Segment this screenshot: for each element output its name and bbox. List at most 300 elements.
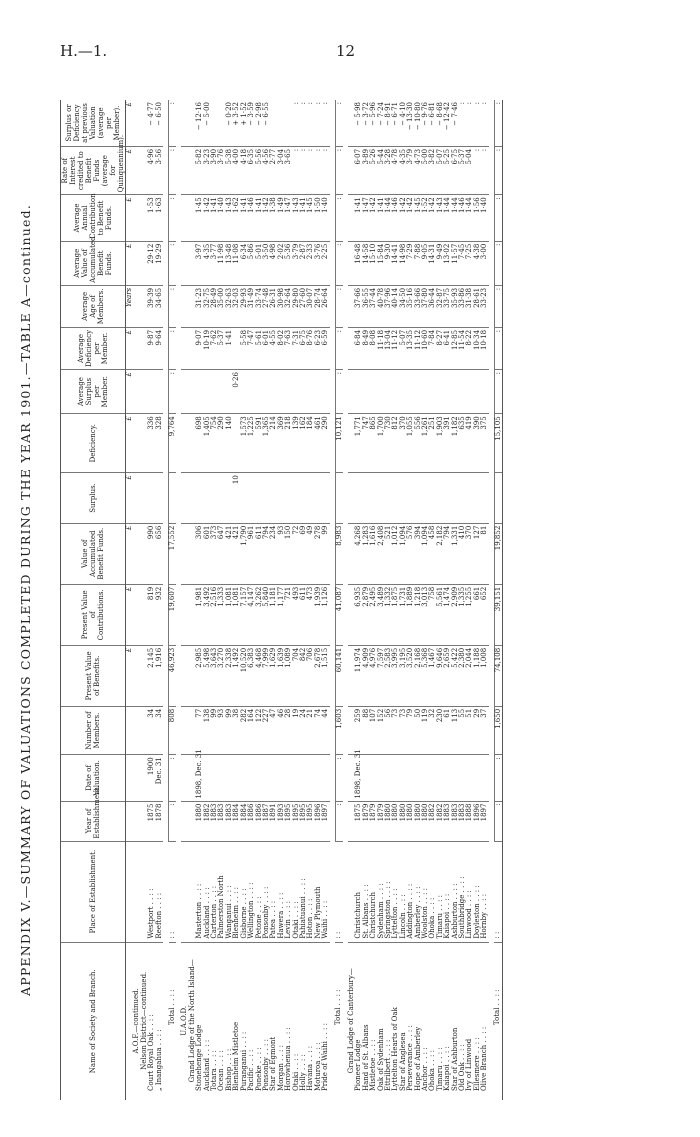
table-cell: : — [335, 370, 343, 414]
table-cell — [233, 755, 240, 801]
table-cell: 3·76 — [218, 146, 225, 194]
table-cell: : — [169, 241, 177, 285]
table-cell: 4·35 — [400, 146, 407, 194]
table-cell — [300, 755, 307, 801]
table-cell: 77 — [196, 706, 203, 754]
table-cell — [181, 146, 188, 194]
table-cell: 1886 — [256, 801, 263, 841]
table-cell — [169, 473, 177, 524]
table-cell: Patea . . : : — [270, 841, 277, 942]
table-cell: 5·56 — [256, 146, 263, 194]
table-cell: 4·38 — [474, 241, 481, 285]
table-cell: 1,790 — [241, 523, 248, 584]
table-cell: Olive Branch . . : : — [480, 1026, 489, 1091]
table-cell: £ — [126, 584, 134, 645]
table-cell: 93 — [278, 523, 285, 584]
table-cell: 41,087 — [335, 584, 343, 645]
table-cell: 28 — [285, 706, 292, 754]
table-cell: Puranganui . . : : — [239, 1031, 248, 1091]
table-cell: Ponsonby . . : : — [263, 841, 270, 942]
table-cell: 218 — [285, 414, 292, 473]
table-cell: : : — [169, 841, 177, 942]
table-cell — [452, 370, 459, 414]
column-header: Surplus. — [61, 473, 126, 524]
table-cell: Ponsonby . . : : — [261, 1039, 270, 1091]
table-cell: 1880 — [196, 801, 203, 841]
table-cell: − 5·98 — [355, 100, 362, 146]
table-cell: 11·54 — [459, 327, 466, 369]
table-cell: 1·46 — [459, 195, 466, 241]
table-cell: 127 — [474, 523, 481, 584]
column-header: Average Deficiency per Member. — [61, 327, 126, 369]
table-cell — [293, 473, 300, 524]
table-cell: 14·31 — [429, 241, 436, 285]
table-cell: 7·63 — [285, 327, 292, 369]
table-cell — [263, 473, 270, 524]
table-cell: 2,380 — [459, 645, 466, 706]
table-cell: 4,909 — [363, 645, 370, 706]
table-cell: Doyleston . . : : — [474, 841, 481, 942]
table-cell: 5·44 — [378, 146, 385, 194]
table-cell: − 12·16 — [196, 100, 203, 146]
table-cell: 1883 — [459, 801, 466, 841]
table-cell — [181, 841, 188, 942]
table-cell: 4·96 — [148, 146, 155, 194]
table-cell: 113 — [452, 706, 459, 754]
table-row — [156, 100, 163, 1100]
table-cell: 35·93 — [452, 285, 459, 327]
table-cell: A.O.F.—continued. — [132, 988, 141, 1054]
table-cell — [181, 523, 188, 584]
table-cell: Sydenham . . : : — [378, 841, 385, 942]
table-cell — [126, 841, 134, 942]
table-cell: 5,561 — [437, 584, 444, 645]
table-cell — [278, 473, 285, 524]
table-cell: 1·40 — [481, 195, 488, 241]
table-cell: : — [322, 100, 329, 146]
table-cell: Total . . : : — [334, 989, 343, 1026]
table-cell — [181, 370, 188, 414]
table-cell: 79 — [407, 706, 414, 754]
table-cell — [133, 473, 140, 524]
table-cell: 73 — [400, 706, 407, 754]
table-cell: 1,335 — [459, 584, 466, 645]
table-cell: 7·47 — [248, 327, 255, 369]
table-cell — [270, 473, 277, 524]
table-cell: 842 — [300, 645, 307, 706]
table-cell: 1,094 — [400, 523, 407, 584]
table-cell: : — [169, 100, 177, 146]
table-cell: Auckland . . : : — [204, 841, 211, 942]
table-cell: 30·07 — [307, 285, 314, 327]
table-cell: 36·44 — [429, 285, 436, 327]
table-cell — [370, 755, 377, 801]
table-cell: : — [459, 100, 466, 146]
table-cell: 1,616 — [370, 523, 377, 584]
table-cell: 7·88 — [415, 241, 422, 285]
table-cell: 27·48 — [263, 285, 270, 327]
table-cell: 10·19 — [204, 327, 211, 369]
table-cell — [196, 473, 203, 524]
table-cell: 72 — [293, 523, 300, 584]
table-cell: 29 — [474, 706, 481, 754]
table-cell: : — [293, 100, 300, 146]
table-cell — [355, 473, 362, 524]
table-cell: 1,467 — [429, 645, 436, 706]
table-cell: Pahiatuanui . . : : — [300, 841, 307, 942]
table-title: APPENDIX V.—SUMMARY OF VALUATIONS COMPLETED DURING THE YEAR 1901.—TABLE A—continued. — [18, 203, 33, 997]
table-cell — [474, 473, 481, 524]
table-cell: 1·53 — [148, 195, 155, 241]
table-cell: 13·35 — [407, 327, 414, 369]
table-cell: : — [494, 327, 502, 369]
table-cell: 60,141 — [335, 645, 343, 706]
table-cell: 8·22 — [466, 327, 473, 369]
table-cell — [300, 473, 307, 524]
table-cell: 390 — [474, 414, 481, 473]
table-cell: 1895 — [300, 801, 307, 841]
table-cell — [307, 755, 314, 801]
table-cell: 1882 — [437, 801, 444, 841]
table-cell: Total . . : : — [494, 942, 502, 1100]
table-cell: 493 — [293, 584, 300, 645]
table-cell: 9·64 — [156, 327, 163, 369]
table-cell: 1,008 — [481, 645, 488, 706]
table-cell: 6·75 — [452, 146, 459, 194]
table-cell: : — [315, 100, 322, 146]
table-cell: : — [335, 285, 343, 327]
table-cell: 107 — [370, 706, 377, 754]
table-cell: Woolston . . : : — [422, 841, 429, 942]
table-cell — [181, 241, 188, 285]
table-cell: 19,852 — [494, 523, 502, 584]
table-cell: 4·78 — [392, 146, 399, 194]
table-cell: 3·76 — [315, 241, 322, 285]
table-cell: 11·98 — [218, 241, 225, 285]
table-cell — [133, 645, 140, 706]
table-cell: 758 — [429, 584, 436, 645]
table-cell: Pacific . . : : — [247, 1049, 256, 1091]
table-cell: 5,840 — [263, 584, 270, 645]
table-cell: : — [335, 241, 343, 285]
table-cell: 611 — [300, 584, 307, 645]
table-cell: £ — [126, 100, 134, 146]
table-cell: 1,650 — [494, 706, 502, 754]
table-row — [481, 100, 488, 1100]
table-cell — [181, 414, 188, 473]
column-header: Name of Society and Branch. — [61, 942, 126, 1100]
table-cell: 2,909 — [452, 584, 459, 645]
table-cell: Hawera . . : : — [278, 841, 285, 942]
table-cell — [263, 370, 270, 414]
table-cell: 1,331 — [452, 523, 459, 584]
table-cell: : — [169, 370, 177, 414]
table-cell: 932 — [156, 584, 163, 645]
table-cell: 81 — [481, 523, 488, 584]
table-cell: 31·23 — [196, 285, 203, 327]
table-cell: 3,270 — [218, 645, 225, 706]
table-cell — [126, 706, 134, 754]
table-cell: 1878 — [156, 801, 163, 841]
page-reference: H.—1. — [60, 42, 108, 60]
table-row — [126, 100, 134, 1100]
table-cell — [392, 755, 399, 801]
table-row — [494, 100, 502, 1100]
table-cell: : — [315, 146, 322, 194]
table-cell: 1896 — [474, 801, 481, 841]
table-cell: 721 — [285, 584, 292, 645]
table-cell: 1·44 — [466, 195, 473, 241]
table-cell: 5,368 — [422, 645, 429, 706]
table-cell: 50 — [415, 706, 422, 754]
table-cell: 10,121 — [335, 414, 343, 473]
table-cell: 29·12 — [148, 241, 155, 285]
table-cell: 410 — [459, 523, 466, 584]
table-cell: 8,983 — [335, 523, 343, 584]
table-cell — [181, 473, 188, 524]
table-cell: : — [466, 100, 473, 146]
table-cell: Blenheim . . : : — [233, 841, 240, 942]
table-cell — [181, 584, 188, 645]
table-cell: 747 — [363, 414, 370, 473]
table-cell: 1·52 — [422, 195, 429, 241]
table-cell: 11·12 — [415, 327, 422, 369]
column-header: Date of Valuation. — [61, 755, 126, 801]
table-cell: 647 — [218, 523, 225, 584]
table-cell: St. Albans . . : : — [363, 841, 370, 942]
table-cell — [181, 706, 188, 754]
table-cell: 4,976 — [370, 645, 377, 706]
table-cell: 5·37 — [218, 327, 225, 369]
table-cell: 1895 — [293, 801, 300, 841]
table-cell — [256, 370, 263, 414]
table-cell: 3,520 — [407, 645, 414, 706]
table-cell: 7,157 — [241, 584, 248, 645]
table-cell: 139 — [293, 414, 300, 473]
table-cell: 1,177 — [278, 584, 285, 645]
table-cell: 1883 — [211, 801, 218, 841]
table-cell: 3·79 — [407, 146, 414, 194]
table-cell: : — [335, 327, 343, 369]
table-cell: 74,108 — [494, 645, 502, 706]
table-cell: : — [335, 755, 343, 801]
table-cell: 635 — [459, 414, 466, 473]
table-cell: 461 — [315, 414, 322, 473]
table-cell: 32·64 — [285, 285, 292, 327]
table-cell: 1,903 — [437, 414, 444, 473]
table-cell: Kaiapoi . . : : — [444, 841, 451, 942]
table-cell: − 4·77 — [148, 100, 155, 146]
table-cell — [133, 370, 140, 414]
table-cell: Kaiapoi . . : : — [443, 1046, 452, 1091]
table-cell — [355, 370, 362, 414]
table-cell — [181, 100, 188, 146]
table-cell: 306 — [196, 523, 203, 584]
table-cell: 5·07 — [437, 146, 444, 194]
table-cell: 99 — [322, 523, 329, 584]
table-cell: 6·75 — [300, 327, 307, 369]
table-cell: 336 — [148, 414, 155, 473]
table-cell — [156, 473, 163, 524]
table-cell — [466, 473, 473, 524]
table-cell: 1,081 — [233, 584, 240, 645]
table-cell: 34·50 — [400, 285, 407, 327]
table-cell — [307, 370, 314, 414]
table-cell: − 5·00 — [204, 100, 211, 146]
table-cell: £ — [126, 523, 134, 584]
table-cell: 7·45 — [459, 241, 466, 285]
table-cell: 13·48 — [226, 241, 233, 285]
table-cell: 704 — [293, 645, 300, 706]
table-cell — [474, 370, 481, 414]
table-cell: 5·37 — [459, 146, 466, 194]
table-cell: 140 — [226, 414, 233, 473]
table-cell: 1,573 — [241, 414, 248, 473]
table-cell: 7,999 — [263, 645, 270, 706]
column-header: Value of Accumulated Benefit Funds. — [61, 523, 126, 584]
table-cell — [363, 755, 370, 801]
table-cell: 421 — [233, 523, 240, 584]
table-cell: 328 — [156, 414, 163, 473]
table-cell — [481, 473, 488, 524]
table-cell — [181, 645, 188, 706]
table-cell: : : — [494, 841, 502, 942]
table-cell: 1884 — [241, 801, 248, 841]
table-cell: 2,985 — [196, 645, 203, 706]
table-cell: 1895 — [285, 801, 292, 841]
table-cell: : — [494, 801, 502, 841]
table-cell: 6,935 — [355, 584, 362, 645]
table-cell: 794 — [263, 523, 270, 584]
table-cell: 1·44 — [444, 195, 451, 241]
table-cell: 1·41 — [226, 327, 233, 369]
table-cell: 32·63 — [226, 285, 233, 327]
table-cell: 11,974 — [355, 645, 362, 706]
table-cell: 990 — [148, 523, 155, 584]
table-cell: 15·84 — [378, 241, 385, 285]
table-cell: 14·58 — [363, 241, 370, 285]
table-cell: 1,875 — [392, 584, 399, 645]
table-cell — [315, 370, 322, 414]
table-cell: 2,516 — [211, 584, 218, 645]
table-cell: 1884 — [233, 801, 240, 841]
table-cell: Wellington . . : : — [248, 841, 255, 942]
table-cell: 1·42 — [407, 195, 414, 241]
table-cell: 370 — [466, 523, 473, 584]
table-cell: 184 — [307, 414, 314, 473]
table-cell: 576 — [407, 523, 414, 584]
table-cell: Otaki . . : : — [293, 841, 300, 942]
table-cell: 10·34 — [474, 327, 481, 369]
table-cell: 2,495 — [370, 584, 377, 645]
table-cell: 37 — [481, 706, 488, 754]
table-cell: Total . . : : — [167, 989, 176, 1026]
table-cell: 601 — [204, 523, 211, 584]
table-cell — [363, 370, 370, 414]
table-cell — [256, 755, 263, 801]
table-cell: 35·00 — [218, 285, 225, 327]
table-cell — [263, 755, 270, 801]
table-cell: 0·26 — [233, 370, 240, 414]
table-cell: 1888 — [466, 801, 473, 841]
table-cell: 7·29 — [407, 241, 414, 285]
table-cell: 1880 — [392, 801, 399, 841]
table-cell — [285, 473, 292, 524]
table-cell: 37·66 — [355, 285, 362, 327]
table-cell — [378, 473, 385, 524]
table-cell: 34 — [148, 706, 155, 754]
table-cell — [241, 370, 248, 414]
table-cell: 227 — [263, 706, 270, 754]
table-cell: 56 — [385, 706, 392, 754]
table-cell: : — [169, 801, 177, 841]
table-cell: 6·23 — [315, 327, 322, 369]
table-cell: 1898, Dec. 31 — [196, 755, 203, 801]
table-cell: 51 — [466, 706, 473, 754]
table-cell: 1,332 — [385, 584, 392, 645]
table-cell: 1,515 — [322, 645, 329, 706]
table-cell: 61 — [444, 706, 451, 754]
table-cell: 3,195 — [400, 645, 407, 706]
table-cell: 5,422 — [452, 645, 459, 706]
table-cell: 3·65 — [285, 146, 292, 194]
table-cell: 1879 — [378, 801, 385, 841]
table-cell: Dec. 31 — [156, 755, 163, 801]
table-cell: 38 — [233, 706, 240, 754]
table-cell: 3·89 — [363, 146, 370, 194]
table-cell: 5·36 — [285, 241, 292, 285]
table-cell: 1,012 — [392, 523, 399, 584]
table-cell: Westport . . : : — [148, 841, 155, 942]
table-cell: Bishop . . : : — [224, 1048, 233, 1091]
table-cell — [133, 146, 140, 194]
table-cell: : — [307, 146, 314, 194]
table-row — [322, 100, 329, 1100]
table-cell — [322, 473, 329, 524]
table-cell: 40·14 — [392, 285, 399, 327]
table-cell — [218, 473, 225, 524]
table-cell — [285, 100, 292, 146]
table-cell: 1·41 — [211, 195, 218, 241]
table-cell — [218, 370, 225, 414]
table-cell — [385, 473, 392, 524]
table-cell — [481, 370, 488, 414]
table-cell: £ — [126, 241, 134, 285]
table-cell: £ — [126, 146, 134, 194]
table-cell — [196, 370, 203, 414]
table-cell: Masterton . . : : — [196, 841, 203, 942]
table-cell: Grand Lodge of Canterbury— — [346, 968, 355, 1074]
table-cell — [481, 755, 488, 801]
table-cell: 1883 — [226, 801, 233, 841]
table-cell: Blenheim Mistletoe — [232, 1021, 241, 1091]
table-cell: 29·93 — [241, 285, 248, 327]
table-cell: 27·60 — [300, 285, 307, 327]
table-cell: 812 — [392, 414, 399, 473]
table-cell: 3·79 — [293, 241, 300, 285]
column-header: Year of Establishment. — [61, 801, 126, 841]
table-cell — [133, 100, 140, 146]
table-cell: 1887 — [263, 801, 270, 841]
table-cell: 2·33 — [307, 241, 314, 285]
table-cell: Star of Ashburton — [450, 1027, 459, 1091]
table-cell: 4·35 — [204, 241, 211, 285]
table-cell: 458 — [429, 523, 436, 584]
table-cell: Ettrilbert . . : : — [384, 1039, 392, 1091]
table-cell — [248, 755, 255, 801]
table-cell: Star of Egmont — [269, 1036, 278, 1091]
table-cell: New Plymouth — [315, 841, 322, 942]
